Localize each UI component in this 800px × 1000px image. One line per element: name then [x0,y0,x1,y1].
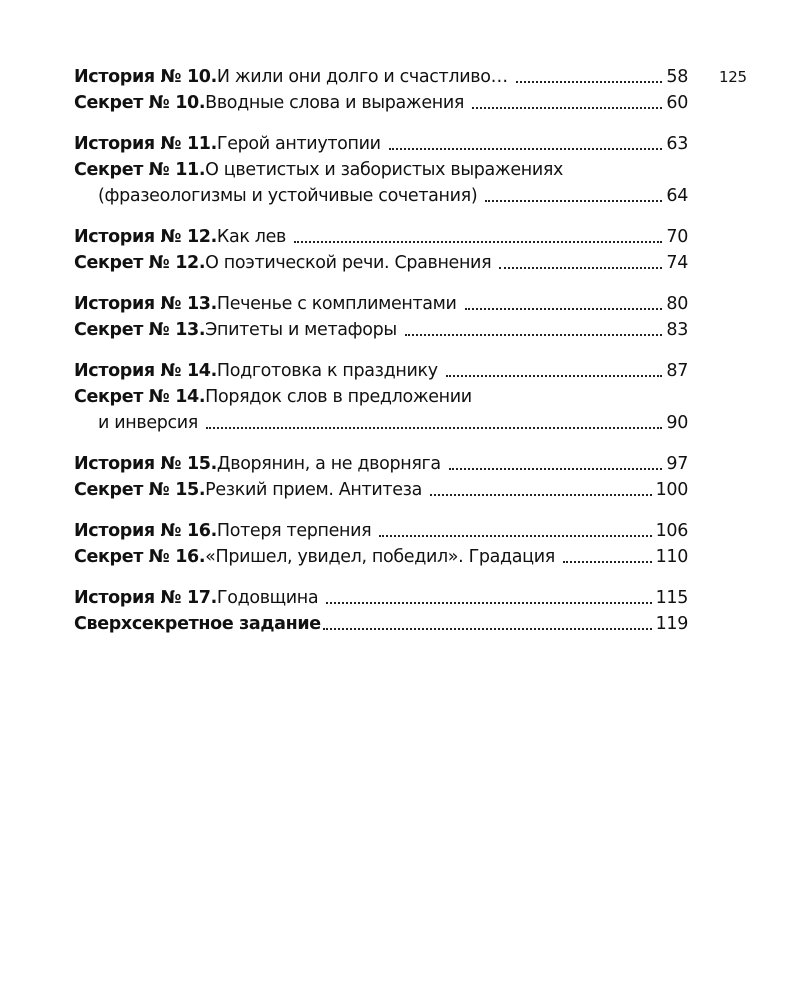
toc-entry-page: 87 [666,361,688,381]
toc-entry-label: Секрет № 15. [74,480,206,500]
toc-entry-title: Порядок слов в предложении [205,387,472,407]
toc-line [74,183,688,209]
toc-entry-label: Секрет № 14. [74,387,206,407]
toc-line [74,544,688,570]
toc-entry[interactable] [74,317,688,343]
toc-entry-page: 119 [655,614,688,634]
toc-entry-label: История № 17. [74,588,217,608]
toc-entry-title: О поэтической речи. Сравнения [205,253,492,273]
toc-line [74,90,688,116]
toc-entry-title: О цветистых и забористых выражениях [205,160,564,180]
toc-entry-page: 70 [666,227,688,247]
toc-entry[interactable] [74,384,688,436]
toc-entry-page: 106 [655,521,688,541]
dot-leader [563,561,652,563]
toc-entry-label: Сверхсекретное задание [74,614,321,634]
toc-entry[interactable] [74,451,688,477]
toc-group [74,358,688,436]
toc-entry-label: Секрет № 13. [74,320,206,340]
dot-leader [379,535,651,537]
toc-entry[interactable] [74,157,688,209]
toc-entry[interactable] [74,358,688,384]
toc-entry-label: История № 11. [74,134,217,154]
toc-group [74,291,688,343]
toc-entry-page: 80 [666,294,688,314]
toc-line [74,585,688,611]
toc-entry-page: 60 [666,93,688,113]
toc-entry-title: Подготовка к празднику [216,361,438,381]
toc-entry-page: 115 [655,588,688,608]
toc-line [74,358,688,384]
toc-entry-page: 100 [655,480,688,500]
toc-entry-title: Герой антиутопии [216,134,381,154]
toc-entry-title: Дворянин, а не дворняга [216,454,441,474]
toc-entry-label: История № 13. [74,294,217,314]
toc-entry[interactable] [74,224,688,250]
toc-entry-title: Эпитеты и метафоры [205,320,397,340]
toc-line [74,384,688,410]
dot-leader [465,308,662,310]
dot-leader [499,267,662,269]
dot-leader [294,241,662,243]
toc-entry-label: История № 10. [74,67,217,87]
toc-entry-label: Секрет № 11. [74,160,206,180]
toc-line [74,477,688,503]
toc-entry-title: и инверсия [98,413,198,433]
toc-line [74,64,688,90]
toc-entry-label: История № 14. [74,361,217,381]
toc-entry[interactable] [74,250,688,276]
toc-entry-label: История № 12. [74,227,217,247]
toc-entry-label: Секрет № 16. [74,547,206,567]
toc-entry-page: 97 [666,454,688,474]
toc-entry[interactable] [74,585,688,611]
toc-line [74,317,688,343]
toc-entry-title: Резкий прием. Антитеза [205,480,422,500]
toc-entry[interactable] [74,291,688,317]
dot-leader [516,81,662,83]
toc-group [74,131,688,209]
dot-leader [323,628,652,630]
toc-entry-title: Печенье с комплиментами [216,294,457,314]
toc-entry[interactable] [74,477,688,503]
toc-line [74,518,688,544]
toc-group [74,64,688,116]
toc-entry[interactable] [74,518,688,544]
dot-leader [405,334,662,336]
table-of-contents [74,64,688,652]
toc-group [74,518,688,570]
toc-group [74,585,688,637]
toc-entry-page: 110 [655,547,688,567]
toc-entry-label: История № 16. [74,521,217,541]
dot-leader [446,375,662,377]
toc-entry-title: И жили они долго и счастливо… [216,67,508,87]
toc-entry[interactable] [74,544,688,570]
dot-leader [389,148,662,150]
dot-leader [449,468,662,470]
toc-entry-title: Годовщина [216,588,319,608]
toc-line [74,291,688,317]
toc-entry-title: «Пришел, увидел, победил». Градация [205,547,555,567]
toc-line [74,410,688,436]
toc-line [74,157,688,183]
toc-entry-title: Потеря терпения [216,521,372,541]
toc-entry-label: История № 15. [74,454,217,474]
toc-entry[interactable] [74,64,688,90]
toc-entry-page: 83 [666,320,688,340]
toc-entry-page: 63 [666,134,688,154]
toc-entry[interactable] [74,611,688,637]
toc-entry-page: 90 [666,413,688,433]
dot-leader [206,427,662,429]
toc-entry-title: Как лев [216,227,287,247]
toc-line [74,451,688,477]
toc-line [74,224,688,250]
dot-leader [485,200,662,202]
dot-leader [430,494,652,496]
toc-entry[interactable] [74,90,688,116]
toc-entry[interactable] [74,131,688,157]
toc-line [74,131,688,157]
toc-entry-label: Секрет № 12. [74,253,206,273]
toc-entry-page: 74 [666,253,688,273]
toc-entry-title: Вводные слова и выражения [205,93,465,113]
dot-leader [472,107,662,109]
toc-entry-title: (фразеологизмы и устойчивые сочетания) [98,186,478,206]
toc-entry-page: 58 [666,67,688,87]
page-number: 125 [719,68,747,86]
dot-leader [326,602,651,604]
toc-group [74,451,688,503]
toc-line [74,611,688,637]
toc-entry-page: 64 [666,186,688,206]
toc-line [74,250,688,276]
toc-group [74,224,688,276]
toc-entry-label: Секрет № 10. [74,93,206,113]
